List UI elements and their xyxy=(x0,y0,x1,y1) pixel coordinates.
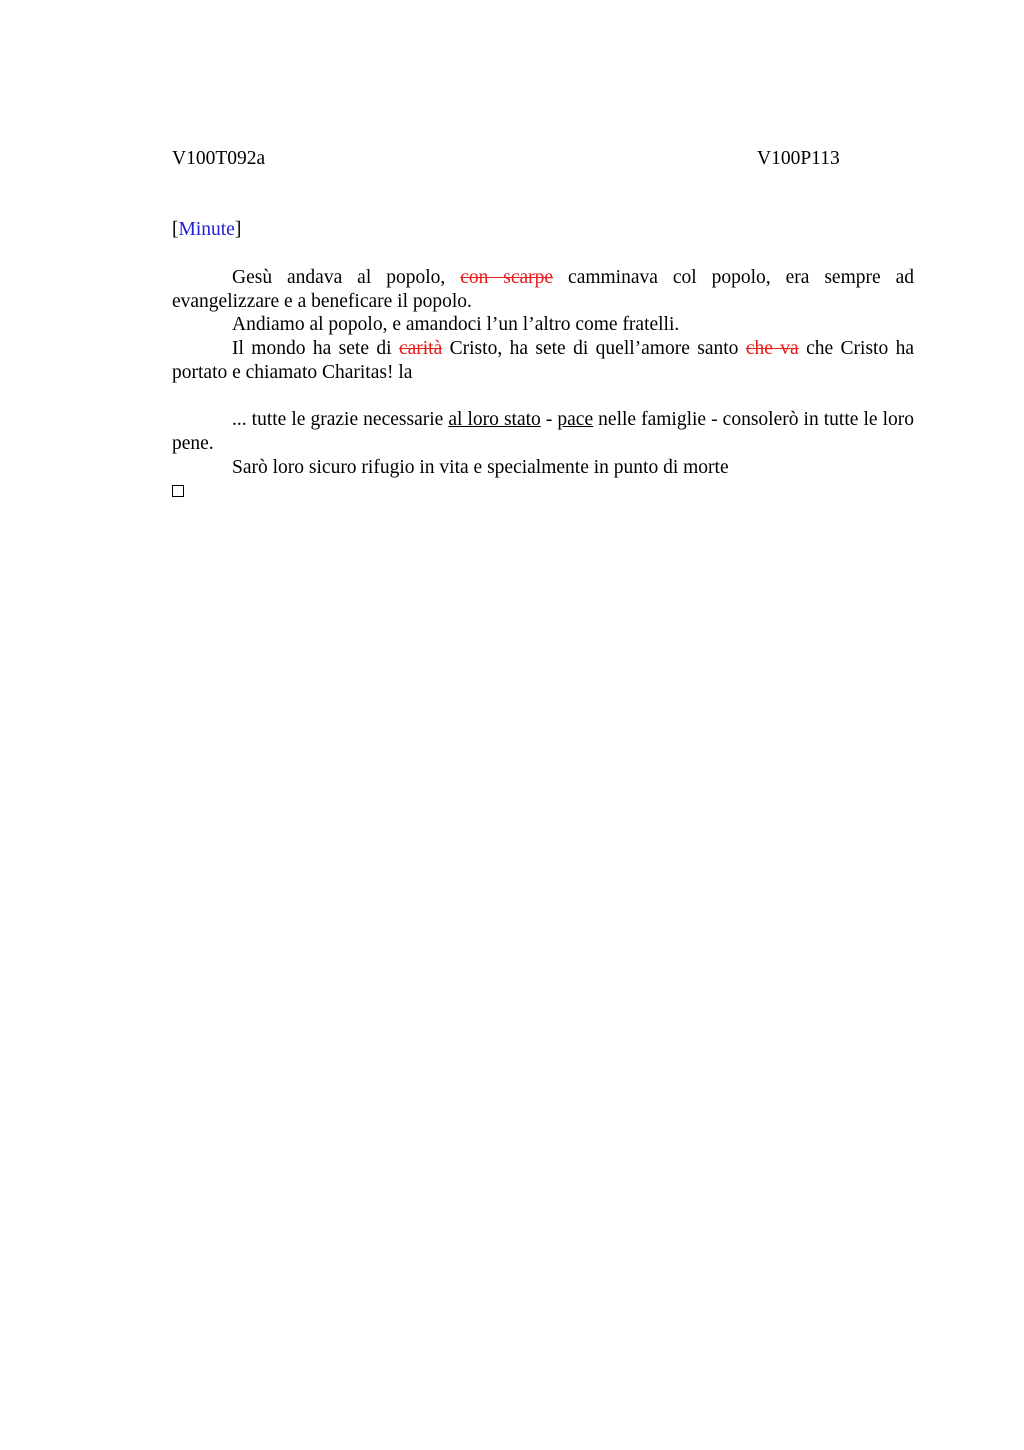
paragraph-4 xyxy=(172,408,914,455)
paragraph-2 xyxy=(172,313,914,337)
text-span: - xyxy=(540,409,558,431)
text-span: Gesù andava al popolo, xyxy=(232,267,461,288)
deleted-text: che va xyxy=(745,338,799,360)
text-span: Andiamo al popolo, e amandoci l’un l’altro come fratelli. xyxy=(232,314,680,336)
text-span: Cristo, ha sete di quell’amore santo xyxy=(442,338,746,360)
body-text xyxy=(172,266,914,504)
document-page xyxy=(172,147,914,504)
underlined-text: al loro stato xyxy=(448,409,541,431)
underlined-text: pace xyxy=(557,409,594,431)
page-code: V100P113 xyxy=(757,148,840,169)
deleted-text: con scarpe xyxy=(460,267,554,288)
end-marker xyxy=(172,479,914,504)
deleted-text: carità xyxy=(398,338,443,360)
text-span: Sarò loro sicuro rifugio in vita e specialmente in punto di morte xyxy=(232,456,729,478)
header-row xyxy=(172,147,914,171)
paragraph-1 xyxy=(172,266,914,313)
open-bracket: [ xyxy=(172,219,179,240)
square-outline-icon xyxy=(172,485,184,497)
close-bracket: ] xyxy=(234,219,242,240)
section-label-text: Minute xyxy=(178,219,235,240)
text-span: ... tutte le grazie necessarie xyxy=(232,409,449,431)
text-span: nelle famiglie - consolerò in tutte le loro pene. xyxy=(172,409,914,454)
text-span: che Cristo ha portato e chiamato Charitas! la xyxy=(172,338,915,383)
paragraph-3 xyxy=(172,337,914,384)
document-code: V100T092a xyxy=(172,148,266,169)
paragraph-5 xyxy=(172,456,914,480)
section-label xyxy=(172,218,914,242)
text-span: camminava col popolo, era sempre ad evangelizzare e a beneficare il popolo. xyxy=(172,267,915,312)
text-span: Il mondo ha sete di xyxy=(232,338,399,360)
paragraph-spacer xyxy=(172,385,914,409)
